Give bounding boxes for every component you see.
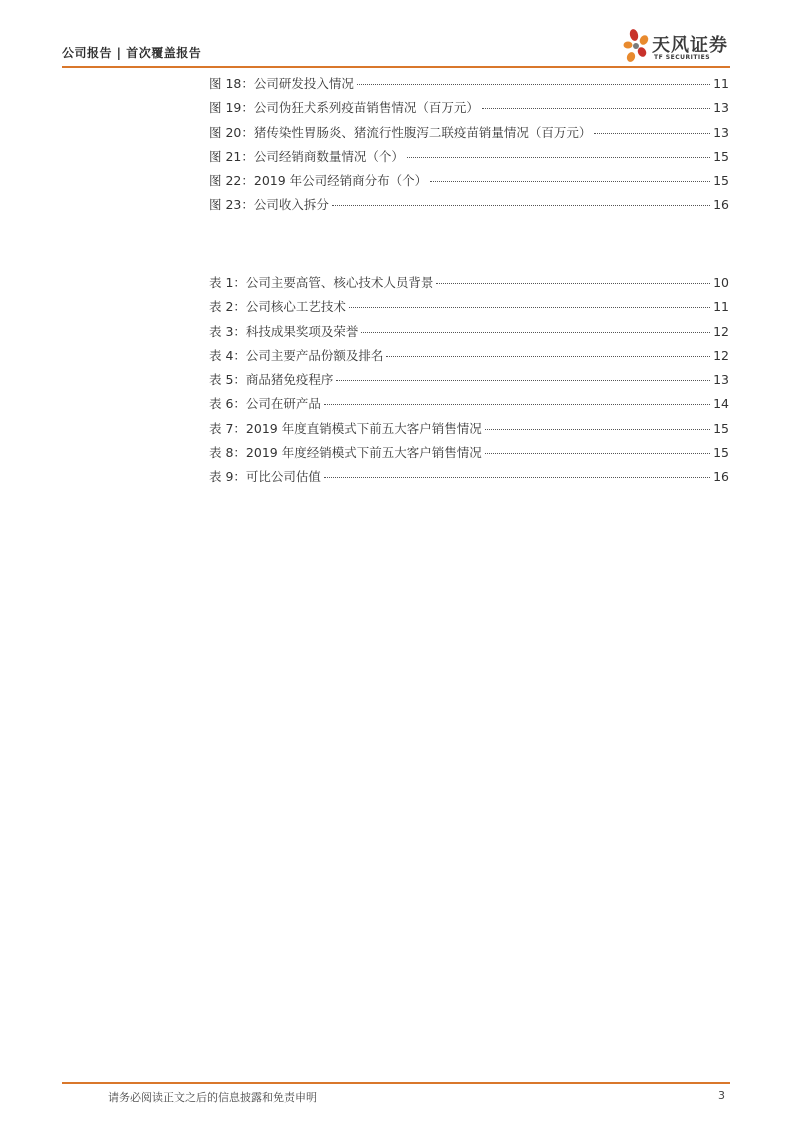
- tf-securities-logo: [622, 26, 734, 68]
- toc-entry-label: 图 20：猪传染性胃肠炎、猪流行性腹泻二联疫苗销量情况（百万元）: [209, 124, 592, 140]
- toc-entry-page: 15: [713, 420, 729, 436]
- toc-leader-dots: [357, 84, 710, 85]
- toc-entry-label: 表 4：公司主要产品份额及排名: [209, 347, 384, 363]
- toc-entry-page: 11: [713, 76, 729, 91]
- toc-entry[interactable]: [209, 195, 729, 219]
- toc-entry-label: 表 5：商品猪免疫程序: [209, 372, 334, 388]
- toc-entry-label: 表 6：公司在研产品: [209, 396, 321, 412]
- toc-entry[interactable]: [209, 273, 729, 297]
- toc-entry-page: 15: [713, 173, 729, 189]
- toc-entry[interactable]: [209, 394, 729, 418]
- toc-entry-page: 15: [713, 148, 729, 164]
- toc-entry-page: 16: [713, 469, 729, 485]
- toc-leader-dots: [361, 332, 710, 333]
- toc-entry[interactable]: [209, 322, 729, 346]
- toc-entry[interactable]: [209, 346, 729, 370]
- toc-entry-page: 10: [713, 275, 729, 290]
- toc-entry[interactable]: [209, 467, 729, 491]
- toc-leader-dots: [485, 453, 710, 454]
- toc-entry-page: 13: [713, 372, 729, 388]
- logo-name-en: TF SECURITIES: [654, 54, 711, 61]
- toc-entry-page: 14: [713, 396, 729, 412]
- toc-entry[interactable]: [209, 370, 729, 394]
- toc-entry-label: 图 23：公司收入拆分: [209, 197, 329, 213]
- logo-name-cn: 天风证券: [652, 35, 728, 56]
- page-number: 3: [718, 1089, 725, 1102]
- header-divider: [62, 66, 730, 68]
- toc-leader-dots: [349, 307, 710, 308]
- toc-entry-label: 图 21：公司经销商数量情况（个）: [209, 148, 404, 164]
- toc-leader-dots: [332, 205, 710, 206]
- toc-entry-page: 16: [713, 197, 729, 213]
- flower-logo-icon: [622, 26, 652, 68]
- toc-leader-dots: [594, 133, 710, 134]
- toc-entry-label: 图 18：公司研发投入情况: [209, 76, 354, 91]
- toc-entry-label: 图 19：公司伪狂犬系列疫苗销售情况（百万元）: [209, 100, 479, 116]
- toc-entry-label: 表 7：2019 年度直销模式下前五大客户销售情况: [209, 420, 482, 436]
- toc-entry-page: 13: [713, 100, 729, 116]
- toc-entry[interactable]: [209, 98, 729, 122]
- toc-entry-label: 表 2：公司核心工艺技术: [209, 299, 346, 315]
- figure-list: [209, 74, 729, 220]
- toc-entry-page: 15: [713, 445, 729, 461]
- toc-entry[interactable]: [209, 297, 729, 321]
- footer-disclaimer: 请务必阅读正文之后的信息披露和免责申明: [108, 1091, 317, 1104]
- toc-leader-dots: [482, 108, 710, 109]
- toc-entry-label: 表 8：2019 年度经销模式下前五大客户销售情况: [209, 445, 482, 461]
- toc-leader-dots: [386, 356, 710, 357]
- toc-entry-page: 13: [713, 124, 729, 140]
- toc-entry[interactable]: [209, 74, 729, 98]
- toc-entry-page: 12: [713, 347, 729, 363]
- toc-entry[interactable]: [209, 171, 729, 195]
- toc-entry[interactable]: [209, 147, 729, 171]
- toc-leader-dots: [436, 283, 710, 284]
- toc-entry[interactable]: [209, 443, 729, 467]
- toc-entry[interactable]: [209, 419, 729, 443]
- toc-leader-dots: [324, 404, 710, 405]
- toc-leader-dots: [324, 477, 710, 478]
- toc-leader-dots: [407, 157, 710, 158]
- toc-leader-dots: [430, 181, 710, 182]
- toc-entry-label: 图 22：2019 年公司经销商分布（个）: [209, 173, 428, 189]
- footer-divider: [62, 1082, 730, 1084]
- report-type-header: 公司报告 | 首次覆盖报告: [62, 46, 202, 60]
- toc-entry-label: 表 1：公司主要高管、核心技术人员背景: [209, 275, 434, 290]
- toc-entry-page: 11: [713, 299, 729, 315]
- toc-entry-page: 12: [713, 323, 729, 339]
- toc-entry[interactable]: [209, 123, 729, 147]
- toc-entry-label: 表 9：可比公司估值: [209, 469, 321, 485]
- toc-leader-dots: [485, 429, 710, 430]
- toc-entry-label: 表 3：科技成果奖项及荣誉: [209, 323, 359, 339]
- table-list: [209, 273, 729, 492]
- toc-leader-dots: [336, 380, 710, 381]
